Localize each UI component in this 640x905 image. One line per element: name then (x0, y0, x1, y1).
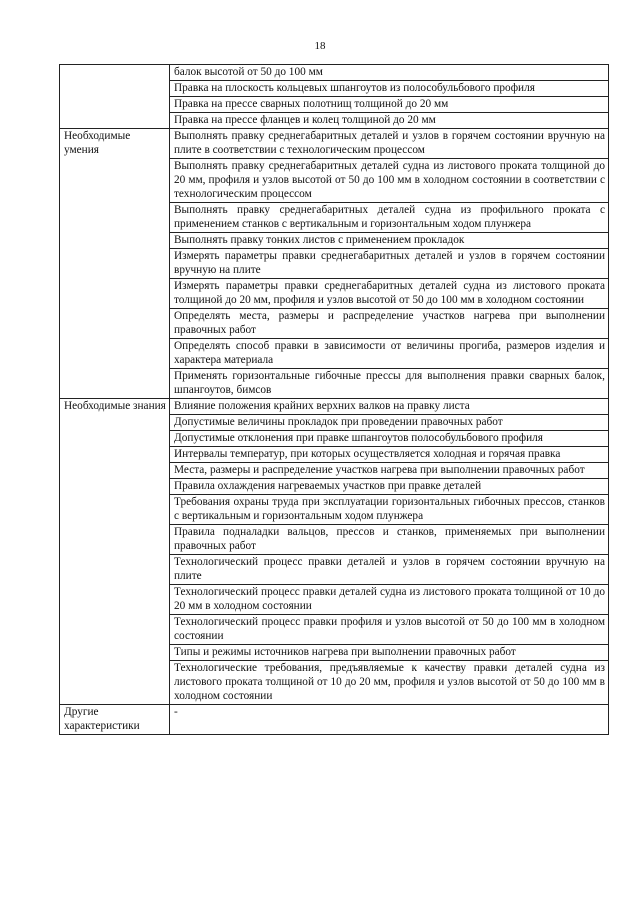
section-label: Другие характеристики (60, 705, 170, 735)
table-cell: Типы и режимы источников нагрева при выполнении правочных работ (170, 645, 609, 661)
table-cell: Интервалы температур, при которых осуществляется холодная и горячая правка (170, 447, 609, 463)
table-cell: Выполнять правку тонких листов с применением прокладок (170, 233, 609, 249)
table-cell: - (170, 705, 609, 735)
table-row (60, 65, 609, 81)
table-cell: Измерять параметры правки среднегабаритных деталей судна из листового проката толщиной до 20 мм, профиля и узлов высотой от 50 до 100 мм в холодном состоянии (170, 279, 609, 309)
table-cell: Допустимые отклонения при правке шпангоутов полособульбового профиля (170, 431, 609, 447)
table-cell: Применять горизонтальные гибочные прессы для выполнения правки сварных балок, шпангоутов, бимсов (170, 369, 609, 399)
table-cell: Определять способ правки в зависимости от величины прогиба, размеров изделия и характера материала (170, 339, 609, 369)
table-cell: балок высотой от 50 до 100 мм (170, 65, 609, 81)
table-cell: Технологический процесс правки деталей судна из листового проката толщиной от 10 до 20 мм в холодном состоянии (170, 585, 609, 615)
table-cell: Правка на прессе фланцев и колец толщиной до 20 мм (170, 113, 609, 129)
table-row (60, 399, 609, 415)
table-cell: Определять места, размеры и распределение участков нагрева при выполнении правочных работ (170, 309, 609, 339)
table-cell: Требования охраны труда при эксплуатации горизонтальных гибочных прессов, станков с вертикальным и горизонтальным ходом плунжера (170, 495, 609, 525)
table-cell: Технологический процесс правки деталей и узлов в горячем состоянии вручную на плите (170, 555, 609, 585)
table-cell: Технологический процесс правки профиля и узлов высотой от 50 до 100 мм в холодном состоянии (170, 615, 609, 645)
table-cell: Допустимые величины прокладок при проведении правочных работ (170, 415, 609, 431)
page-number: 18 (314, 40, 326, 52)
table-cell: Правила охлаждения нагреваемых участков при правке деталей (170, 479, 609, 495)
table-cell: Правка на прессе сварных полотнищ толщиной до 20 мм (170, 97, 609, 113)
table-row (60, 129, 609, 159)
section-label: Необходимые знания (60, 399, 170, 705)
table-cell: Выполнять правку среднегабаритных деталей и узлов в горячем состоянии вручную на плите в соответствии с технологическим процессом (170, 129, 609, 159)
table-cell: Влияние положения крайних верхних валков на правку листа (170, 399, 609, 415)
table-cell: Правка на плоскость кольцевых шпангоутов из полособульбового профиля (170, 81, 609, 97)
table-cell: Технологические требования, предъявляемые к качеству правки деталей судна из листового проката толщиной от 10 до 20 мм, профиля и узлов высотой от 50 до 100 мм в холодном состоянии (170, 661, 609, 705)
table-cell: Выполнять правку среднегабаритных деталей судна из профильного проката с применением станков с вертикальным и горизонтальным ходом плунжера (170, 203, 609, 233)
table-cell: Правила подналадки вальцов, прессов и станков, применяемых при выполнении правочных работ (170, 525, 609, 555)
table-cell: Измерять параметры правки среднегабаритных деталей и узлов в горячем состоянии вручную на плите (170, 249, 609, 279)
table-cell: Выполнять правку среднегабаритных деталей судна из листового проката толщиной до 20 мм, профиля и узлов высотой от 50 до 100 мм в холодном состоянии в соответствии с технологическим процессом (170, 159, 609, 203)
section-label: Необходимые умения (60, 129, 170, 399)
section-label (60, 65, 170, 129)
specification-table (59, 64, 609, 735)
table-cell: Места, размеры и распределение участков нагрева при выполнении правочных работ (170, 463, 609, 479)
table-row (60, 705, 609, 735)
